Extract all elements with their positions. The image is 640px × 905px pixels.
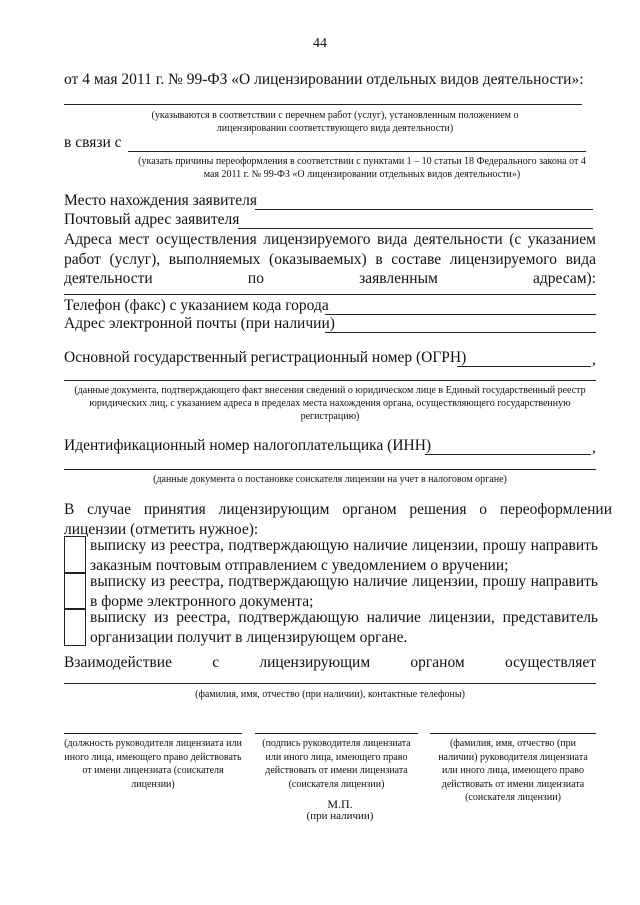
ogrn-doc-line[interactable] (64, 380, 596, 381)
ogrn-label: Основной государственный регистрационный номер (ОГРН) (64, 349, 467, 366)
interaction-word: органом (410, 654, 465, 671)
option-inperson-checkbox[interactable] (64, 608, 86, 646)
interaction-word: с (212, 654, 220, 671)
location-label: Место нахождения заявителя (64, 192, 257, 209)
postal-field[interactable] (238, 228, 593, 229)
email-label: Адрес электронной почты (при наличии) (64, 315, 335, 332)
sig-name-line[interactable] (430, 733, 596, 734)
sig-signature-note: (подпись руководителя лицензиата или иного лица, имеющего право действовать от имени лицензиата (соискателя лицензии) (262, 738, 411, 790)
addresses-text: Адреса мест осуществления лицензируемого вида деятельности (с указанием работ (услуг), выполняемых (оказываемых) в составе лицензируемого вида деятельности по заявленным адресам): (64, 231, 596, 287)
stamp-note: (при наличии) (306, 810, 374, 822)
location-field[interactable] (255, 209, 593, 210)
ogrn-field[interactable] (457, 366, 591, 367)
phone-label: Телефон (факс) с указанием кода города (64, 297, 329, 314)
addresses-field[interactable] (64, 294, 596, 295)
inn-field[interactable] (425, 454, 591, 455)
reasons-line[interactable] (128, 151, 586, 152)
note-services: (указываются в соответствии с перечнем работ (услуг), установленным положением о лицензировании соответствующего вида деятельности) (151, 110, 519, 134)
option-electronic-checkbox[interactable] (64, 572, 86, 610)
option-inperson-text: выписку из реестра, подтверждающую наличие лицензии, представитель организации получит в лицензирующем органе. (90, 609, 598, 646)
note-ogrn: (данные документа, подтверждающего факт внесения сведений о юридическом лице в Единый государственный реестр юридических лиц, с указанием адреса в пределах места нахождения органа, осуществляющего государственную регистрацию) (74, 385, 586, 422)
inn-label: Идентификационный номер налогоплательщика (ИНН) (64, 437, 432, 454)
interaction-word: осуществляет (504, 654, 596, 671)
in-connection-label: в связи с (64, 134, 122, 151)
contact-field[interactable] (64, 683, 596, 684)
option-mail-text: выписку из реестра, подтверждающую наличие лицензии, прошу направить заказным почтовым отправлением с уведомлением о вручении; (90, 537, 598, 574)
decision-text: В случае принятия лицензирующим органом решения о переоформлении лицензии (отметить нужное): (64, 501, 612, 538)
sig-name-note: (фамилия, имя, отчество (при наличии) руководителя лицензиата или иного лица, имеющего право действовать от имени лицензиата (соискателя лицензии) (438, 738, 588, 803)
note-inn: (данные документа о постановке соискателя лицензии на учет в налоговом органе) (153, 474, 507, 485)
postal-label: Почтовый адрес заявителя (64, 211, 240, 228)
phone-field[interactable] (325, 314, 596, 315)
stamp-place: М.П. (327, 797, 353, 811)
email-field[interactable] (325, 332, 596, 333)
interaction-word: Взаимодействие (64, 654, 172, 671)
option-mail-checkbox[interactable] (64, 536, 86, 574)
option-electronic-text: выписку из реестра, подтверждающую наличие лицензии, прошу направить в форме электронного документа; (90, 573, 598, 610)
sig-position-line[interactable] (64, 733, 242, 734)
sig-signature-line[interactable] (255, 733, 418, 734)
services-line[interactable] (64, 104, 582, 105)
inn-comma: , (592, 439, 596, 456)
page-number: 44 (313, 36, 327, 51)
interaction-line (64, 654, 596, 672)
sig-position-note: (должность руководителя лицензиата или иного лица, имеющего право действовать от имени лицензиата (соискателя лицензии) (64, 738, 242, 790)
interaction-word: лицензирующим (259, 654, 371, 671)
ogrn-comma: , (592, 351, 596, 368)
law-reference: от 4 мая 2011 г. № 99-ФЗ «О лицензировании отдельных видов деятельности»: (64, 71, 584, 88)
inn-doc-line[interactable] (64, 469, 596, 470)
note-reasons: (указать причины переоформления в соответствии с пунктами 1 – 10 статьи 18 Федерального закона от 4 мая 2011 г. № 99-ФЗ «О лицензировании отдельных видов деятельности») (138, 156, 586, 180)
note-contact: (фамилия, имя, отчество (при наличии), контактные телефоны) (195, 689, 465, 700)
